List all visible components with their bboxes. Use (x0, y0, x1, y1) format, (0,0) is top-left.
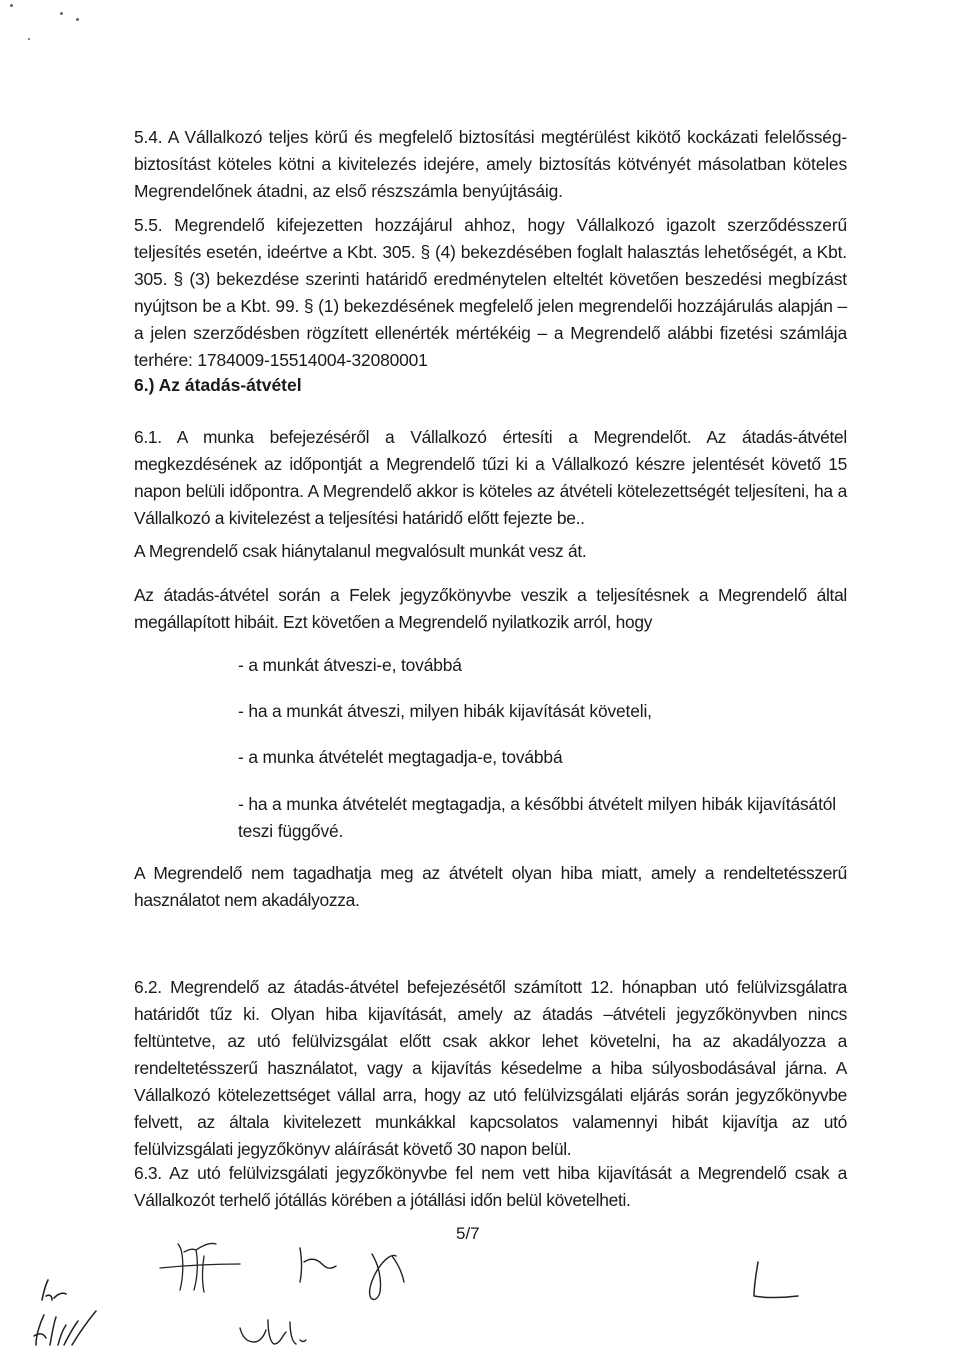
page-number: 5/7 (456, 1224, 480, 1243)
list-item: - a munkát átveszi-e, továbbá (238, 655, 462, 675)
heading-6: 6.) Az átadás-átvétel (134, 375, 302, 395)
section-5-5: 5.5. Megrendelő kifejezetten hozzájárul ahhoz, hogy Vállalkozó igazolt szerződésszerű teljesítés esetén, ideértve a Kbt. 305. § (4) bekezdésében foglalt halasztás lehetőségét, a Kbt. 305. § (3) bekezdése szerinti határidő eredménytelen elteltét követően beszedési megbízást nyújtson be a Kbt. 99. § (1) bekezdésének megfelelő jelen megrendelői hozzájárulás alapján – a jelen szerződésben rögzített ellenérték mértékéig – a Megrendelő alábbi fizetési számlája terhére: 1784009-15514004-32080001 (134, 215, 847, 370)
section-5-4: 5.4. A Vállalkozó teljes körű és megfelelő biztosítási megtérülést kikötő kockázati felelősség-biztosítást köteles kötni a kivitelezés idejére, amely biztosítás kötvényét másolatban köteles Megrendelőnek átadni, az első részszámla benyújtásáig. (134, 127, 847, 201)
list-item: - ha a munka átvételét megtagadja, a későbbi átvételt milyen hibák kijavításától teszi függővé. (238, 794, 836, 841)
section-6-1-c: Az átadás-átvétel során a Felek jegyzőkönyvbe veszik a teljesítésnek a Megrendelő által megállapított hibáit. Ezt követően a Megrendelő nyilatkozik arról, hogy (134, 585, 847, 632)
section-6-1-d: A Megrendelő nem tagadhatja meg az átvételt olyan hiba miatt, amely a rendeltetésszerű használatot nem akadályozza. (134, 863, 847, 910)
list-item: - a munka átvételét megtagadja-e, továbbá (238, 747, 563, 767)
section-6-3: 6.3. Az utó felülvizsgálati jegyzőkönyvbe fel nem vett hiba kijavítását a Megrendelő csak a Vállalkozót terhelő jótállás körében a jótállási időn belül követelheti. (134, 1163, 847, 1210)
section-6-1: 6.1. A munka befejezéséről a Vállalkozó értesíti a Megrendelőt. Az átadás-átvétel megkezdésének az időpontját a Megrendelő tűzi ki a Vállalkozó készre jelentését követő 15 napon belüli időpontra. A Megrendelő akkor is köteles az átvételi kötelezettségét teljesíteni, ha a Vállalkozó a kivitelezést a teljesítési határidő előtt fejezte be.. (134, 427, 847, 528)
list-item: - ha a munkát átveszi, milyen hibák kijavítását követeli, (238, 701, 652, 721)
section-6-1-b: A Megrendelő csak hiánytalanul megvalósult munkát vesz át. (134, 541, 587, 561)
section-6-2: 6.2. Megrendelő az átadás-átvétel befejezésétől számított 12. hónapban utó felülvizsgálatra határidőt tűz ki. Olyan hiba kijavítását, amely az átadás –átvételi jegyzőkönyvben nincs feltüntetve, az utó felülvizsgálat előtt csak akkor lehet követelni, ha az akadályozza a rendeltetésszerű használatot, vagy a kijavítás késedelme a hiba súlyosbodásával járna. A Vállalkozó kötelezettséget vállal arra, hogy az utó felülvizsgálati eljárás során jegyzőkönyvbe felvett, az általa kivitelezett munkákkal kapcsolatos valamennyi hibát kijavítja az utó felülvizsgálati jegyzőkönyv aláírását követő 30 napon belül. (134, 977, 847, 1159)
